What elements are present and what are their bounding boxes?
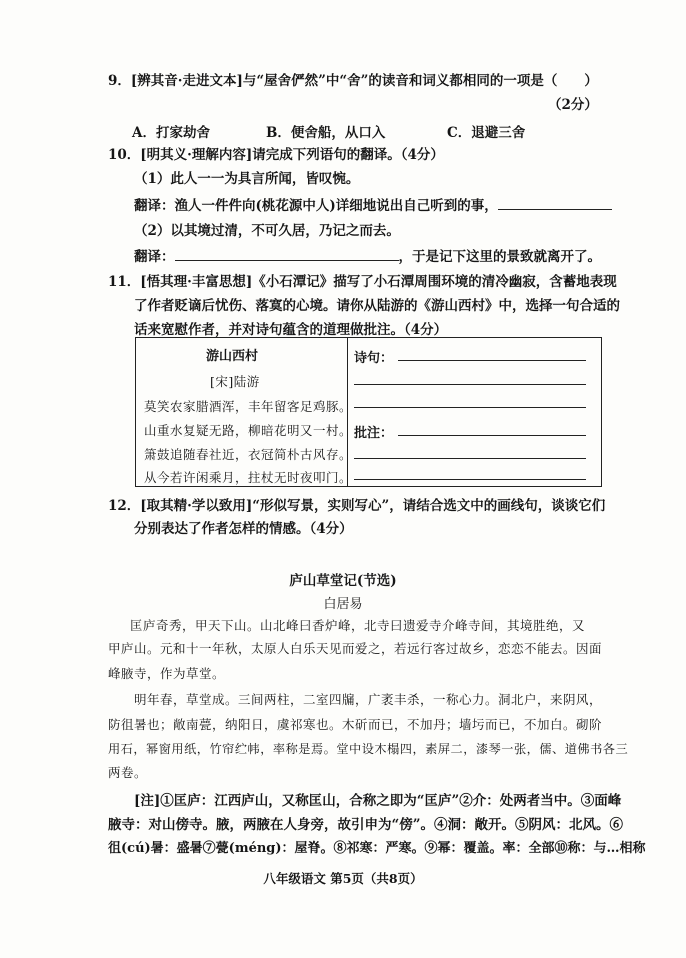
q12-line-1: 12．[取其精·学以致用]“形似写景，实则写心”，请结合选文中的画线句，谈谈它们 xyxy=(108,498,606,514)
poem-title: 游山西村 xyxy=(206,349,259,364)
poem-line-3: 箫鼓追随春社近，衣冠简朴古风存。 xyxy=(144,447,353,462)
passage-p1-line-1: 匡庐奇秀，甲天下山。山北峰曰香炉峰，北寺曰遗爱寺介峰寺间，其境胜绝，又 xyxy=(130,618,586,633)
q10-translation-1-text: 翻译：渔人一件件向(桃花源中人)详细地说出自己听到的事， xyxy=(134,198,498,214)
passage-title: 庐山草堂记(节选) xyxy=(289,573,397,589)
passage-p2-line-3: 用石，幂窗用纸，竹帘纻帏，率称是焉。堂中设木榻四，素屏二，漆琴一张，儒、道佛书各三 xyxy=(108,742,629,756)
q11-line-3: 话来宽慰作者，并对诗句蕴含的道理做批注。（4分） xyxy=(134,322,448,338)
q10-stem: 10．[明其义·理解内容]请完成下列语句的翻译。（4分） xyxy=(108,147,444,163)
q10-translation-2 xyxy=(134,248,601,266)
q9-option-c: C．退避三舍 xyxy=(447,125,526,141)
poem-line-2: 山重水复疑无路，柳暗花明又一村。 xyxy=(144,423,353,438)
poem-answer-line-1[interactable] xyxy=(398,360,586,361)
poem-answer-line-3[interactable] xyxy=(354,407,586,408)
q11-line-1: 11．[悟其理·丰富思想]《小石潭记》描写了小石潭周围环境的清冷幽寂，含蓄地表现 xyxy=(108,274,617,290)
passage-note-3: 徂(cú)暑：盛暑⑦甍(méng)：屋脊。⑧祁寒：严寒。⑨幂：覆盖。率：全部⑩称：与…相称 xyxy=(108,841,646,856)
q10-sentence-1: （1）此人一一为具言所闻，皆叹惋。 xyxy=(134,171,360,187)
q9-score: （2分） xyxy=(548,97,598,113)
q11-line-2: 了作者贬谪后忧伤、落寞的心境。请你从陆游的《游山西村》中，选择一句合适的 xyxy=(134,298,620,314)
q9-option-b: B．便舍船，从口入 xyxy=(266,125,386,141)
q9-option-a: A．打家劫舍 xyxy=(132,125,210,141)
q10-answer-blank-2[interactable] xyxy=(175,248,399,261)
poem-line-1: 莫笑农家腊酒浑，丰年留客足鸡豚。 xyxy=(144,399,353,414)
passage-p1-line-2: 甲庐山。元和十一年秋，太原人白乐天见而爱之，若远行客过故乡，恋恋不能去。因面 xyxy=(108,641,603,656)
page-footer: 八年级语文 第5页（共8页） xyxy=(263,871,423,886)
poem-answer-line-2[interactable] xyxy=(354,384,586,385)
q10-translation-2-prefix: 翻译： xyxy=(134,249,175,265)
q10-sentence-2: （2）以其境过清，不可久居，乃记之而去。 xyxy=(134,223,400,239)
passage-p2-line-2: 防徂暑也；敞南甍，纳阳日，虞祁寒也。木斫而已，不加丹；墙圬而已，不加白。砌阶 xyxy=(108,717,603,732)
passage-p2-line-4: 两卷。 xyxy=(108,765,148,780)
passage-note-2: 腋寺：对山傍寺。腋，两腋在人身旁，故引申为“傍”。④洞：敞开。⑤阴风：北风。⑥ xyxy=(108,817,624,833)
poem-label: 诗句： xyxy=(354,351,394,366)
note-answer-line-3[interactable] xyxy=(354,479,586,480)
note-answer-line-2[interactable] xyxy=(354,458,586,459)
passage-author: 白居易 xyxy=(323,597,363,612)
passage-p1-line-3: 峰腋寺，作为草堂。 xyxy=(108,666,226,681)
q10-translation-2-suffix: ，于是记下这里的景致就离开了。 xyxy=(398,249,601,265)
note-label: 批注： xyxy=(354,426,394,441)
passage-note-1: [注]①匡庐：江西庐山，又称匡山，合称之即为“匡庐”②介：处两者当中。③面峰 xyxy=(134,793,622,809)
note-answer-line-1[interactable] xyxy=(398,435,586,436)
passage-p2-line-1: 明年春，草堂成。三间两柱，二室四牖，广袤丰杀，一称心力。洞北户，来阴风， xyxy=(134,692,603,707)
q12-line-2: 分别表达了作者怎样的情感。（4分） xyxy=(134,521,353,537)
q10-answer-blank-1[interactable] xyxy=(498,197,612,210)
poem-author: [宋]陆游 xyxy=(210,374,260,389)
q10-translation-1 xyxy=(134,197,612,215)
poem-table xyxy=(135,337,602,487)
q9-stem: 9．[辨其音·走进文本]与“屋舍俨然”中“舍”的读音和词义都相同的一项是（ ） xyxy=(108,73,598,89)
poem-line-4: 从今若许闲乘月，拄杖无时夜叩门。 xyxy=(144,470,353,485)
